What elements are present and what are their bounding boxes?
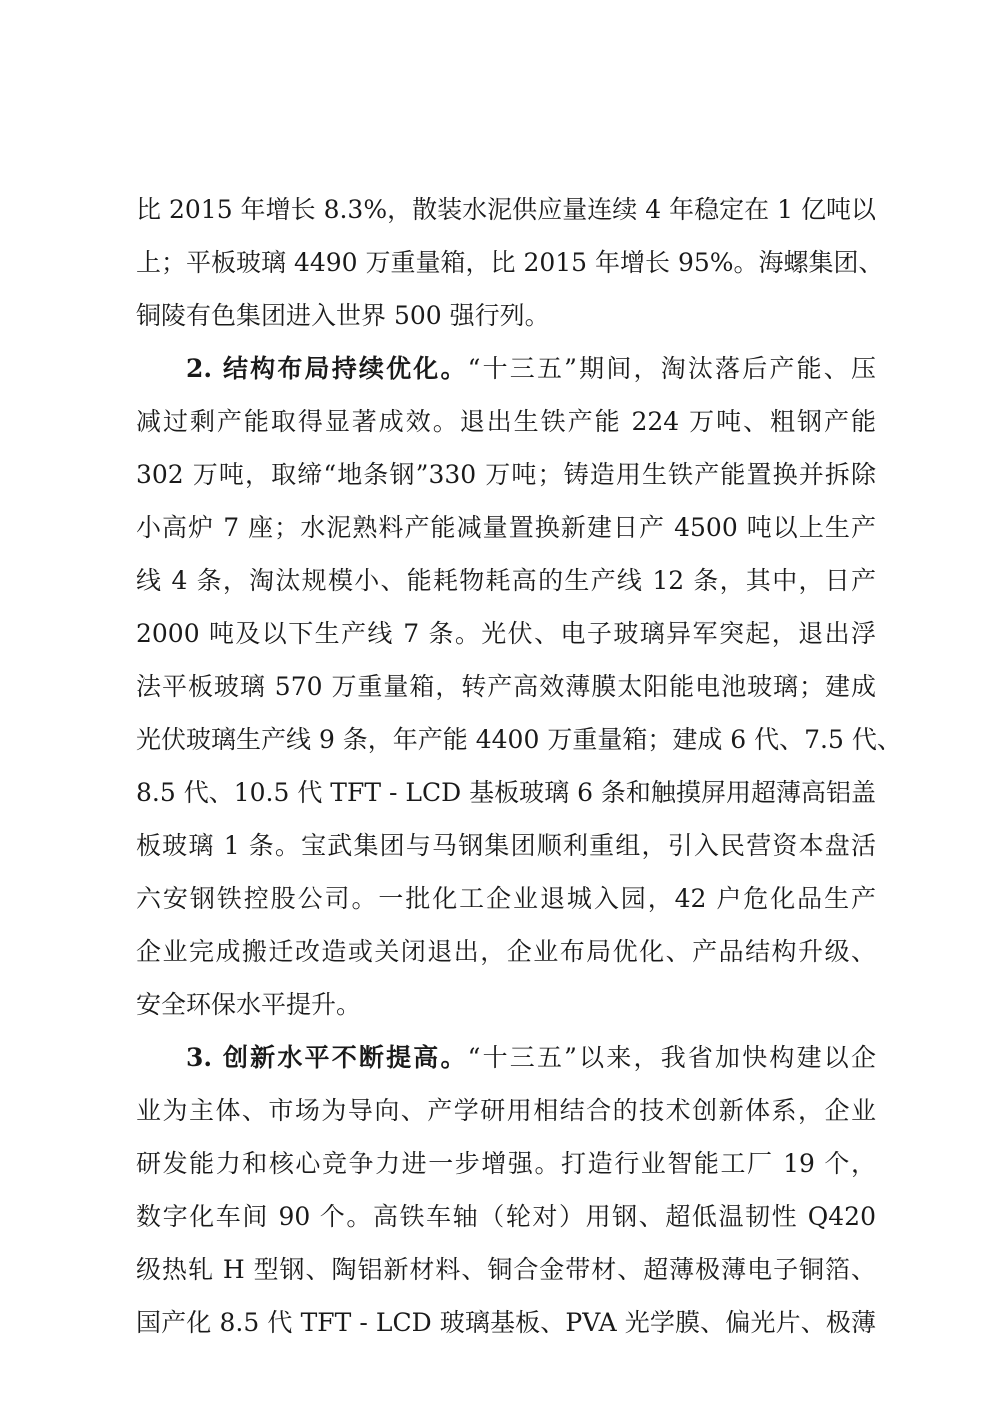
paragraph-line: 企业完成搬迁改造或关闭退出，企业布局优化、产品结构升级、 [136, 937, 876, 966]
paragraph-line: 铜陵有色集团进入世界 500 强行列。 [136, 301, 550, 330]
paragraph-line: 级热轧 H 型钢、陶铝新材料、铜合金带材、超薄极薄电子铜箔、 [136, 1255, 876, 1284]
paragraph-line: 六安钢铁控股公司。一批化工企业退城入园，42 户危化品生产 [136, 884, 876, 913]
paragraph-line: 板玻璃 1 条。宝武集团与马钢集团顺利重组，引入民营资本盘活 [136, 831, 876, 860]
paragraph-line: 上；平板玻璃 4490 万重量箱，比 2015 年增长 95%。海螺集团、 [136, 248, 884, 277]
paragraph-line: 法平板玻璃 570 万重量箱，转产高效薄膜太阳能电池玻璃；建成 [136, 672, 876, 701]
paragraph-text: “十三五”以来，我省加快构建以企 [467, 1043, 876, 1072]
paragraph-line: 安全环保水平提升。 [136, 990, 362, 1019]
paragraph-text: “十三五”期间，淘汰落后产能、压 [467, 354, 876, 383]
paragraph-line: 302 万吨，取缔“地条钢”330 万吨；铸造用生铁产能置换并拆除 [136, 460, 876, 489]
section-heading: 3. 创新水平不断提高。 [186, 1043, 468, 1072]
paragraph-line: 线 4 条，淘汰规模小、能耗物耗高的生产线 12 条，其中，日产 [136, 566, 876, 595]
body-text [136, 183, 902, 1349]
paragraph-line: 8.5 代、10.5 代 TFT - LCD 基板玻璃 6 条和触摸屏用超薄高铝盖 [136, 778, 876, 807]
paragraph-line: 光伏玻璃生产线 9 条，年产能 4400 万重量箱；建成 6 代、7.5 代、 [136, 725, 902, 754]
paragraph-first-line [136, 1031, 876, 1084]
paragraph-line: 比 2015 年增长 8.3%，散装水泥供应量连续 4 年稳定在 1 亿吨以 [136, 195, 876, 224]
paragraph-line: 研发能力和核心竞争力进一步增强。打造行业智能工厂 19 个， [136, 1149, 876, 1178]
paragraph-line: 数字化车间 90 个。高铁车轴（轮对）用钢、超低温韧性 Q420 [136, 1202, 876, 1231]
section-heading: 2. 结构布局持续优化。 [186, 354, 468, 383]
paragraph-line: 2000 吨及以下生产线 7 条。光伏、电子玻璃异军突起，退出浮 [136, 619, 876, 648]
paragraph-line: 业为主体、市场为导向、产学研用相结合的技术创新体系，企业 [136, 1096, 876, 1125]
paragraph-line: 国产化 8.5 代 TFT - LCD 玻璃基板、PVA 光学膜、偏光片、极薄 [136, 1308, 876, 1337]
paragraph-line: 小高炉 7 座；水泥熟料产能减量置换新建日产 4500 吨以上生产 [136, 513, 876, 542]
paragraph-line: 减过剩产能取得显著成效。退出生铁产能 224 万吨、粗钢产能 [136, 407, 876, 436]
paragraph-first-line [136, 342, 876, 395]
